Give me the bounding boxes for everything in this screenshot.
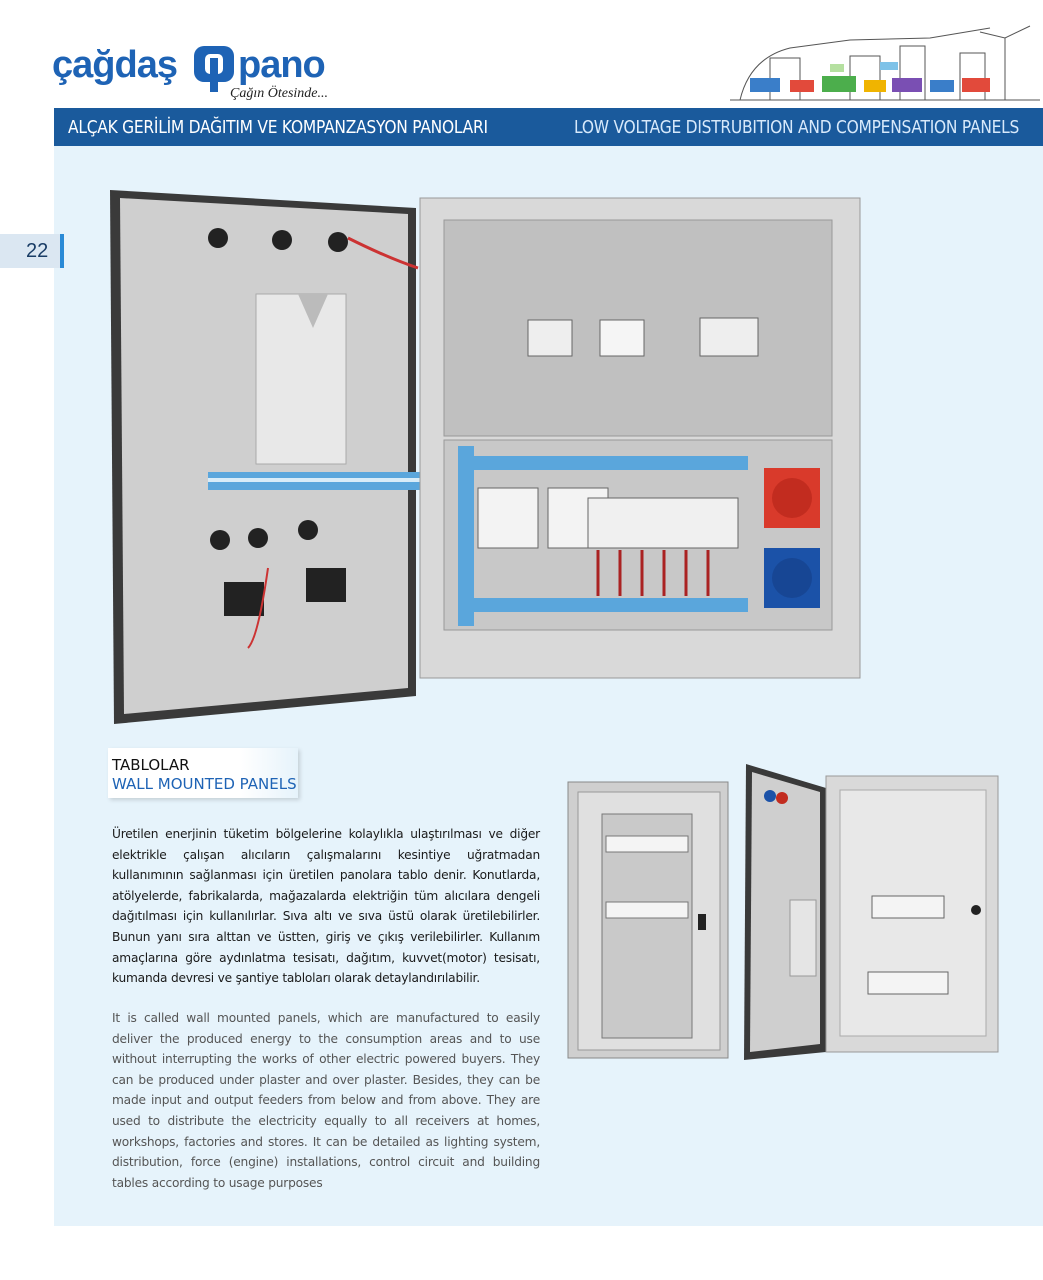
wall-panel-open-photo: [108, 188, 868, 728]
header-title-en: LOW VOLTAGE DISTRUBITION AND COMPENSATION PANELS: [574, 117, 1020, 138]
header-bar: [54, 108, 1043, 146]
city-illustration: [730, 18, 1040, 106]
brand-tagline: Çağın Ötesinde...: [230, 86, 328, 101]
body-text-tr: Üretilen enerjinin tüketim bölgelerine kolaylıkla ulaştırılması ve diğer elektrikle çalışan alıcıların çalışmalarını kesintiye uğratmadan kullanımının sağlanması için üretilen panolara tablo denir. Konutlarda, atölyelerde, fabrikalarda, mağazalarda elektriğin tüm alıcılara dengeli dağıtılması için kullanılırlar. Sıva altı ve sıva üstü olarak üretilebilirler. Bunun yanı sıra alttan ve üstten, giriş ve çıkış verilebilirler. Kullanım amaçlarına göre aydınlatma tesisatı, dağıtım, kuvvet(motor) tesisatı, kumanda devresi ve şantiye tabloları olarak detaylandırılabilir.: [112, 827, 540, 986]
wall-panel-open-small-photo: [742, 760, 1000, 1062]
company-logo: [52, 36, 342, 106]
section-title: [108, 748, 298, 798]
section-title-en: WALL MOUNTED PANELS: [112, 775, 297, 793]
brand-name-left: çağdaş: [52, 44, 177, 86]
section-title-tr: TABLOLAR: [112, 756, 190, 774]
brand-name-right: pano: [238, 44, 325, 86]
page-number-tab: [0, 234, 64, 268]
body-text-en: It is called wall mounted panels, which are manufactured to easily deliver the produced energy to the consumption areas and to use without interrupting the works of other electric powered buyers. They can be produced under plaster and over plaster. Besides, they can be made input and output feeders from below and from above. They are used to distribute the electricity equally to all receivers at homes, workshops, factories and stores. It can be detailed as lighting system, distribution, force (engine) installations, control circuit and building tables according to usage purposes: [112, 1011, 540, 1190]
header-title-tr: ALÇAK GERİLİM DAĞITIM VE KOMPANZASYON PANOLARI: [68, 117, 488, 138]
page-number: 22: [26, 240, 49, 262]
flush-panel-closed-photo: [566, 780, 730, 1060]
